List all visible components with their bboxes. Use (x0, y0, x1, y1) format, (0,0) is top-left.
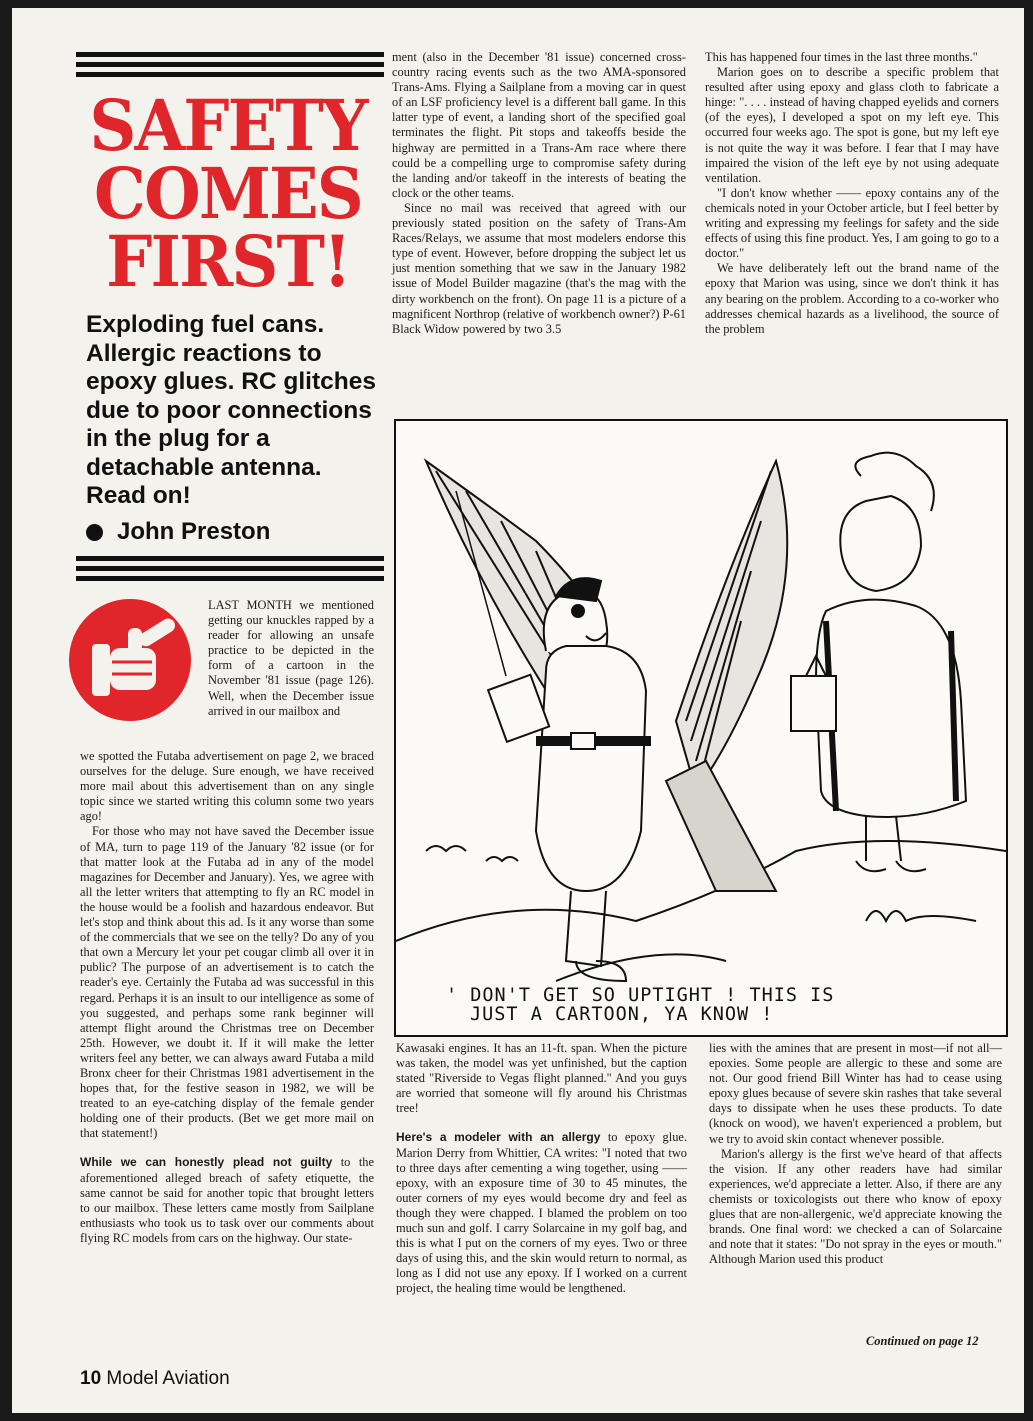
col3-p1: This has happened four times in the last three months." (705, 50, 978, 64)
cartoon-caption (446, 986, 966, 1024)
col2-p2: Since no mail was received that agreed with our previously stated position on the safety of Trans-Am Races/Relays, we assume that most modelers endorse this type of event. However, before dropping the subject let us just mention something that we saw in the January 1982 issue of Model Builder magazine (that's the mag with the dirty workbench on the front). On page 11 is a picture of a magnificent Northrop (relative of workbench owner?) P-61 Black Widow powered by two 3.5 (392, 200, 686, 336)
top-rule-3 (76, 72, 384, 77)
column-3-bottom (709, 1041, 1002, 1267)
magazine-name: Model Aviation (106, 1368, 230, 1389)
article-title (89, 84, 368, 303)
mid-rule-1 (76, 556, 384, 561)
col2b-p2-body: to epoxy glue. Marion Derry from Whittier, CA writes: "I noted that two to three days after cementing a wing together, using —— epoxy, with an exposure time of 30 to 45 minutes, the outer corners of my eyes would become dry and feel as though they were chapped. I blamed the problem on too much sun and golf. I carry Solarcaine in my golf bag, and this is what I put on the corners of my eyes. Two or three days of using this, and the skin would return to normal, as long as I did not use any epoxy. If I worked on a current project, the healing time would be lengthened. (396, 1130, 687, 1296)
top-rule-2 (76, 62, 384, 67)
byline (86, 518, 270, 546)
top-rule-1 (76, 52, 384, 57)
col2b-p2 (396, 1130, 687, 1296)
pointing-hand-icon (68, 598, 192, 722)
col3b-p2: Marion's allergy is the first we've heard of that affects the vision. If any other readers have had similar experiences, we'd appreciate a letter. Also, if there are any chemists or toxicologists out there who know of epoxy glues that are non-allergenic, we'd appreciate knowing the brands. One final word: we checked a can of Solarcaine and note that it states: "Do not spray in the eyes or mouth." Although Marion used this product (709, 1146, 1002, 1267)
col1-p3-lead: While we can honestly plead not guilty (80, 1155, 333, 1170)
page-number: 10 (80, 1368, 102, 1389)
column-3-top (705, 50, 999, 337)
column-1 (80, 749, 374, 1246)
lede-paragraph: LAST MONTH we mentioned getting our knuckles rapped by a reader for allowing an unsafe practice to be depicted in the form of a cartoon in the November '81 issue (page 126). Well, when the December issue arrived in our mailbox and (208, 598, 374, 718)
col1-p1: we spotted the Futaba advertisement on page 2, we braced ourselves for the deluge. Sure enough, we have received more mail about this advertisement than on any single topic since we started writing this column some two years ago! (80, 749, 374, 824)
col1-p3-body: to the aforementioned alleged breach of safety etiquette, the same cannot be said for another topic that brought letters to our mailbox. These letters came mostly from Sailplane enthusiasts who took us to task over our comments about flying RC models from cars on the highway. Our state- (80, 1155, 374, 1245)
author-name: John Preston (117, 518, 271, 545)
col2b-p1: Kawasaki engines. It has an 11-ft. span. When the picture was taken, the model was yet unfinished, but the caption stated "Riverside to Vegas flight planned." And you guys are worried that someone will fly around his Christmas tree! (396, 1041, 687, 1116)
page-footer (80, 1368, 230, 1390)
col3-p2: Marion goes on to describe a specific problem that resulted after using epoxy and glass cloth to fabricate a hinge: ". . . . instead of having chapped eyelids and corners (of the eyes), I developed a spot on my left eye. This occurred four weeks ago. The spot is gone, but my left eye is not quite the way it was before. I fear that I may have impaired the vision of the left eye by not using adequate ventilation. (705, 65, 999, 185)
col3b-p1: lies with the amines that are present in most—if not all—epoxies. Some people are allergic to these and some are not. Our good friend Bill Winter has had to cease using epoxy glues because of severe skin rashes that take several days to dissipate when he uses these products. To date (knock on wood), we haven't experienced a problem, but we try to avoid skin contact whenever possible. (709, 1041, 1002, 1146)
continued-note: Continued on page 12 (866, 1334, 979, 1348)
cartoon-illustration (394, 419, 1008, 1037)
column-2-top (392, 50, 686, 337)
title-line-2: COMES (94, 152, 362, 235)
col2-p1: ment (also in the December '81 issue) concerned cross-country racing events such as the two AMA-sponsored Trans-Ams. Flying a Sailplane from a moving car in quest of an LSF proficiency level is a different ball game. In this latter type of event, a landing short of the specified goal terminates the flight. Pit stops and takeoffs beside the highway are permitted in a Trans-Am race where there could be a compelling urge to compromise safety during the landing and/or takeoff in the interests of beating the clock or the other teams. (392, 50, 686, 200)
col3-p3: "I don't know whether —— epoxy contains any of the chemicals noted in your October article, but I feel better by writing and expressing my feelings for safety and the side effects of using this fine product. Yes, I am going to go to a doctor." (705, 185, 999, 261)
mid-rule-2 (76, 566, 384, 571)
bullet-icon (86, 524, 103, 541)
col3-p4: We have deliberately left out the brand name of the epoxy that Marion was using, since we don't think it has any bearing on the problem. According to a co-worker who addresses chemical hazards as a livelihood, the source of the problem (705, 261, 999, 336)
col1-p3 (80, 1155, 374, 1246)
column-2-bottom (396, 1041, 687, 1297)
article-deck: Exploding fuel cans. Allergic reactions to epoxy glues. RC glitches due to poor connections in the plug for a detachable antenna. Read on! (86, 311, 376, 509)
caption-line-1: ' DON'T GET SO UPTIGHT ! THIS IS (446, 985, 835, 1006)
caption-line-2: JUST A CARTOON, YA KNOW ! (470, 1004, 774, 1025)
cartoon-drawing (396, 421, 1006, 1035)
title-line-1: SAFETY (89, 84, 367, 167)
col1-p2: For those who may not have saved the December issue of MA, turn to page 119 of the January '82 issue (or for that matter look at the Futaba ad in any of the model magazines for December and January). Yes, we agree with all the letter writers that attempting to fly an RC model in the house would be a foolish and hazardous endeavor. But let's stop and think about this ad. Is it any worse than some of the commercials that we see on the telly? Do any of you that own a Mercury let your pet cougar climb all over it in public? The purpose of an advertisement is to catch the reader's eye. Certainly the Futaba ad was successful in this regard. Perhaps it is an insult to our intelligence as some of you suggested, and perhaps some rank beginner will attempt flight around the Christmas tree on December 25th. However, we doubt it. If it will make the letter writers feel any better, we can always award Futaba a mild Bronx cheer for their Christmas 1981 advertisement in the hopes that, for the festive season in 1982, we will be treated to an eye-catching display of the female gender holding one of their products. (Bet we get more mail on that statement!) (80, 824, 374, 1141)
title-line-3: FIRST! (106, 220, 350, 303)
mid-rule-3 (76, 576, 384, 581)
col2b-p2-lead: Here's a modeler with an allergy (396, 1130, 601, 1145)
